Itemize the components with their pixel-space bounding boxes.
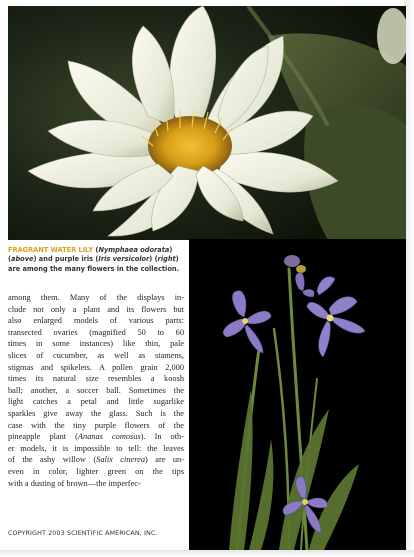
body-line: even in color, lighter green on the tips (8, 466, 184, 476)
body-text: ) are un- (145, 455, 184, 465)
body-line-pineapple (8, 431, 184, 443)
body-line: times in some instances) like thin, pale (8, 339, 184, 349)
copyright-notice: COPYRIGHT 2003 SCIENTIFIC AMERICAN, INC. (8, 529, 158, 537)
body-line: ball; another, a soccer ball. Sometimes the (8, 385, 184, 395)
caption-text-5: ) are among the many flowers in the collection. (8, 255, 180, 273)
body-line: light catches a petal and little sugarlike (8, 397, 184, 407)
body-line: sparkles give away the glass. Such is the (8, 408, 184, 418)
caption-lead: FRAGRANT WATER LILY (8, 246, 94, 254)
body-line: slices of cucumber, as well as stamens, (8, 350, 184, 360)
body-line: clude not only a plant and its flowers but (8, 304, 184, 314)
caption-text-3: ) and purple iris ( (33, 255, 99, 264)
pineapple-latin: Ananas comosus (77, 432, 141, 442)
body-line-willow (8, 454, 184, 466)
body-line: times its natural size resembles a koosh (8, 374, 184, 384)
body-line: among them. Many of the displays in- (8, 293, 184, 302)
water-lily-illustration (8, 6, 406, 240)
caption-right: right (157, 255, 176, 264)
caption-lily-latin: Nymphaea odorata (98, 246, 170, 254)
body-line: also enlarged models of various parts: (8, 316, 184, 326)
water-lily-photo (8, 6, 406, 240)
caption-above: above (11, 255, 34, 264)
caption-iris-latin: Iris versicolor (98, 255, 150, 264)
caption-text-4: ) ( (149, 255, 158, 264)
body-line: with a dusting of brown—the imperfec- (8, 478, 141, 488)
page-bottom-shadow (0, 550, 414, 557)
body-line: transected ovaries (magnified 50 to 60 (8, 327, 184, 337)
body-line: case with the tiny purple flowers of the (8, 420, 184, 430)
caption-text-2: ) (169, 246, 173, 254)
body-text: ). In oth- (140, 432, 184, 442)
willow-latin: Salix cinerea (96, 455, 146, 465)
body-text: of the ashy willow ( (8, 455, 97, 465)
figure-caption: FRAGRANT WATER LILY (Nymphaea odorata) (above) and purple iris (Iris versicolor) (right) are among the many flowers in the collection. (8, 246, 180, 273)
body-text: pineapple plant ( (8, 432, 78, 442)
body-line: stigmas and spikelets. A pollen grain 2,000 (8, 362, 184, 372)
iris-illustration (189, 239, 406, 550)
caption-text-1: ( (93, 246, 99, 254)
purple-iris-photo (189, 239, 406, 550)
body-line: er models, it is impossible to tell: the leaves (8, 443, 184, 453)
article-body (8, 292, 184, 489)
